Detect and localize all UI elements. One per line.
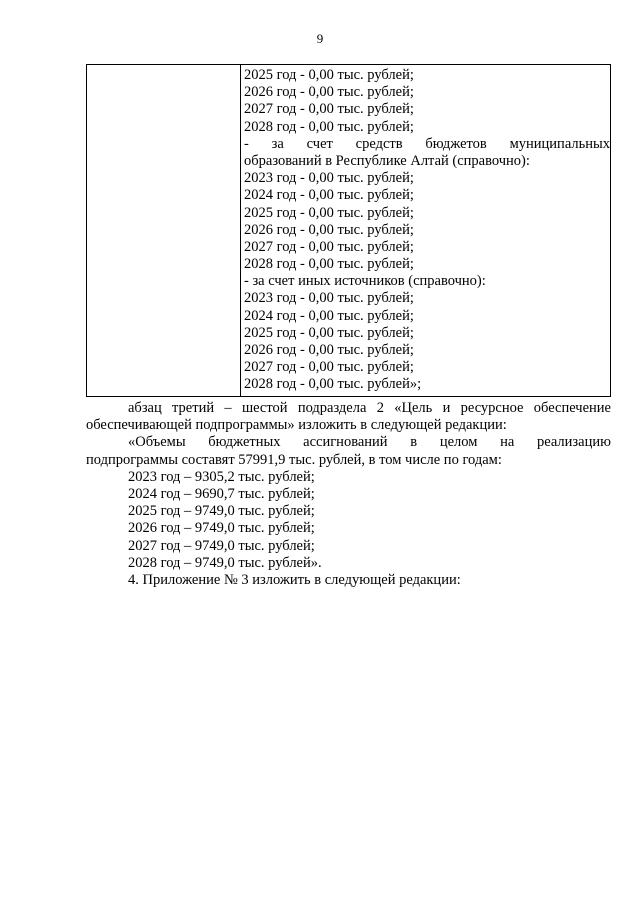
year-line: 2026 год – 9749,0 тыс. рублей; <box>128 520 315 537</box>
table-line: 2026 год - 0,00 тыс. рублей; <box>244 221 414 238</box>
paragraph-line: обеспечивающей подпрограммы» изложить в следующей редакции: <box>86 417 507 434</box>
word: муниципальных <box>509 135 610 152</box>
table-line: 2028 год - 0,00 тыс. рублей; <box>244 118 414 135</box>
word: бюджетных <box>208 434 281 451</box>
word: реализацию <box>536 434 611 451</box>
word: счет <box>306 135 333 152</box>
body-text <box>86 400 611 589</box>
year-line: 2024 год – 9690,7 тыс. рублей; <box>128 485 315 502</box>
table-cell-left <box>87 65 241 397</box>
word: – <box>224 400 232 416</box>
word: за <box>271 135 284 152</box>
table-line: 2027 год - 0,00 тыс. рублей; <box>244 238 414 255</box>
word: 2 <box>376 400 384 416</box>
word: «Объемы <box>128 434 186 451</box>
table-line-justified <box>244 136 610 153</box>
word: средств <box>355 135 403 152</box>
word: третий <box>172 400 215 416</box>
table-line: 2027 год - 0,00 тыс. рублей; <box>244 359 414 376</box>
paragraph-line: подпрограммы составят 57991,9 тыс. рублей, в том числе по годам: <box>86 451 502 468</box>
word: подраздела <box>297 400 367 416</box>
word: обеспечение <box>533 400 611 416</box>
table-line: 2025 год - 0,00 тыс. рублей; <box>244 204 414 221</box>
table-line: 2023 год - 0,00 тыс. рублей; <box>244 290 414 307</box>
table-line: 2024 год - 0,00 тыс. рублей; <box>244 187 414 204</box>
word: ресурсное <box>460 400 524 416</box>
table-line: образований в Республике Алтай (справочно): <box>244 152 530 169</box>
year-line: 2025 год – 9749,0 тыс. рублей; <box>128 503 315 520</box>
word: целом <box>439 434 478 451</box>
word: и <box>442 400 451 416</box>
word: - <box>244 135 249 152</box>
year-line: 2028 год – 9749,0 тыс. рублей». <box>128 554 322 571</box>
budget-table <box>86 64 611 397</box>
paragraph-line <box>86 434 611 451</box>
word: бюджетов <box>425 135 487 152</box>
table-line: 2028 год - 0,00 тыс. рублей; <box>244 256 414 273</box>
table-line: 2028 год - 0,00 тыс. рублей»; <box>244 376 422 393</box>
table-line: 2025 год - 0,00 тыс. рублей; <box>244 67 414 83</box>
word: «Цель <box>394 400 433 416</box>
table-line: 2026 год - 0,00 тыс. рублей; <box>244 342 414 358</box>
table-line: 2023 год - 0,00 тыс. рублей; <box>244 170 414 187</box>
year-line: 2023 год – 9305,2 тыс. рублей; <box>128 468 315 485</box>
year-line: 2027 год – 9749,0 тыс. рублей; <box>128 537 315 554</box>
table-line: 2027 год - 0,00 тыс. рублей; <box>244 101 414 118</box>
table-line: 2024 год - 0,00 тыс. рублей; <box>244 307 414 324</box>
word: на <box>500 434 515 451</box>
page-number: 9 <box>316 31 324 46</box>
table-line: 2025 год - 0,00 тыс. рублей; <box>244 324 414 341</box>
word: шестой <box>241 400 288 416</box>
table-cell-right <box>241 65 611 397</box>
item-4-line: 4. Приложение № 3 изложить в следующей редакции: <box>128 571 461 588</box>
word: в <box>410 434 418 451</box>
table-line: - за счет иных источников (справочно): <box>244 273 486 290</box>
word: ассигнований <box>303 434 388 451</box>
paragraph-line <box>86 400 611 417</box>
table-line: 2026 год - 0,00 тыс. рублей; <box>244 84 414 101</box>
word: абзац <box>128 400 162 416</box>
